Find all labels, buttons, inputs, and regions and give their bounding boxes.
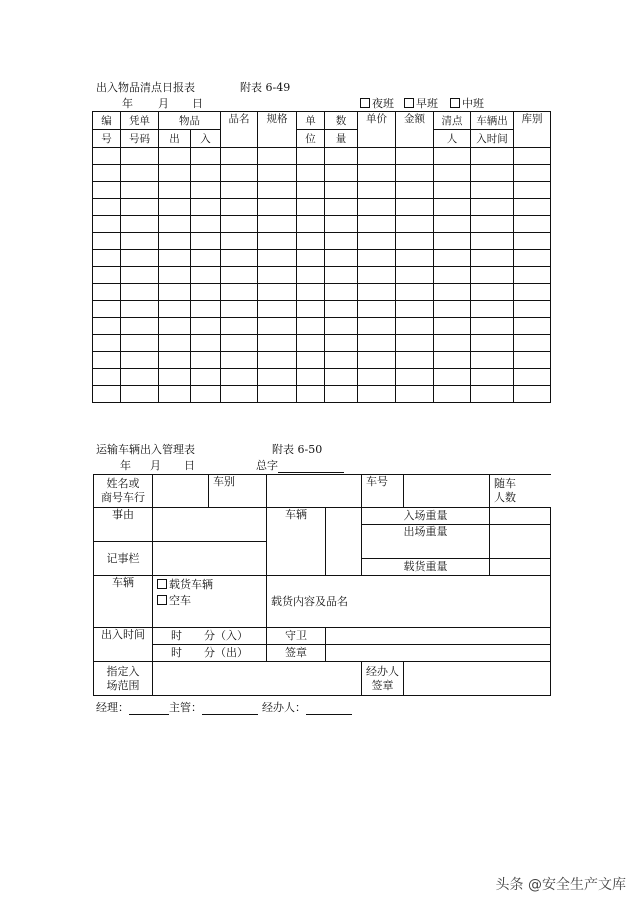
table-cell[interactable] bbox=[221, 250, 258, 267]
table-cell[interactable] bbox=[471, 335, 514, 352]
header-name: 品名 bbox=[221, 112, 258, 148]
form2-title: 运输车辆出入管理表 bbox=[96, 443, 195, 456]
table-cell[interactable] bbox=[325, 386, 358, 403]
table-cell[interactable] bbox=[258, 216, 297, 233]
table-cell[interactable] bbox=[159, 335, 191, 352]
table-cell[interactable] bbox=[434, 352, 471, 369]
table-cell[interactable] bbox=[221, 216, 258, 233]
table-cell[interactable] bbox=[258, 301, 297, 318]
table-cell[interactable] bbox=[514, 199, 551, 216]
table-cell[interactable] bbox=[358, 233, 396, 250]
header-in: 入 bbox=[191, 130, 221, 148]
table-cell[interactable] bbox=[358, 301, 396, 318]
table-cell[interactable] bbox=[325, 335, 358, 352]
table-cell[interactable] bbox=[121, 233, 159, 250]
table-cell[interactable] bbox=[297, 148, 325, 165]
table-cell[interactable] bbox=[471, 165, 514, 182]
table-cell[interactable] bbox=[191, 165, 221, 182]
table-cell[interactable] bbox=[325, 182, 358, 199]
table-cell[interactable] bbox=[325, 148, 358, 165]
table-cell[interactable] bbox=[514, 216, 551, 233]
table-cell[interactable] bbox=[471, 318, 514, 335]
table-cell[interactable] bbox=[434, 182, 471, 199]
table-cell[interactable] bbox=[93, 369, 121, 386]
table-cell[interactable] bbox=[258, 318, 297, 335]
table-cell[interactable] bbox=[471, 182, 514, 199]
form2-date-day: 日 bbox=[184, 459, 195, 472]
table-cell[interactable] bbox=[396, 199, 434, 216]
table-cell[interactable] bbox=[121, 386, 159, 403]
vehicle-value[interactable] bbox=[326, 508, 362, 576]
table-cell[interactable] bbox=[434, 335, 471, 352]
form2-date-month: 月 bbox=[150, 459, 161, 472]
table-cell[interactable] bbox=[93, 352, 121, 369]
label-out-weight: 出场重量 bbox=[362, 525, 490, 559]
table-cell[interactable] bbox=[258, 352, 297, 369]
table-cell[interactable] bbox=[471, 250, 514, 267]
table-cell[interactable] bbox=[434, 233, 471, 250]
cargo-desc[interactable]: 载货内容及品名 bbox=[267, 576, 551, 628]
label-passengers: 随车 人数 bbox=[490, 475, 551, 508]
table-cell[interactable] bbox=[514, 301, 551, 318]
header-unit: 单 bbox=[297, 112, 325, 130]
table-cell[interactable] bbox=[121, 301, 159, 318]
table-cell[interactable] bbox=[358, 352, 396, 369]
table-cell[interactable] bbox=[358, 250, 396, 267]
table-cell[interactable] bbox=[396, 335, 434, 352]
table-cell[interactable] bbox=[297, 335, 325, 352]
table-cell[interactable] bbox=[221, 301, 258, 318]
table-row bbox=[93, 250, 551, 267]
table-row bbox=[93, 233, 551, 250]
supervisor-line[interactable] bbox=[202, 702, 258, 715]
table-cell[interactable] bbox=[159, 199, 191, 216]
table-cell[interactable] bbox=[358, 199, 396, 216]
table-cell[interactable] bbox=[297, 182, 325, 199]
table-cell[interactable] bbox=[396, 216, 434, 233]
table-cell[interactable] bbox=[93, 284, 121, 301]
form1-ref: 附表 6-49 bbox=[240, 81, 291, 94]
shift-middle[interactable]: 中班 bbox=[450, 97, 484, 111]
table-cell[interactable] bbox=[191, 352, 221, 369]
table-cell[interactable] bbox=[258, 369, 297, 386]
name-value[interactable] bbox=[153, 475, 209, 508]
table-cell[interactable] bbox=[396, 318, 434, 335]
checkbox-icon[interactable] bbox=[450, 98, 460, 108]
table-cell[interactable] bbox=[221, 386, 258, 403]
table-cell[interactable] bbox=[434, 199, 471, 216]
checkbox-icon[interactable] bbox=[157, 579, 167, 589]
table-cell[interactable] bbox=[325, 267, 358, 284]
reason-value[interactable] bbox=[153, 508, 267, 542]
table-cell[interactable] bbox=[221, 182, 258, 199]
form2-ref: 附表 6-50 bbox=[272, 443, 323, 456]
table-cell[interactable] bbox=[358, 386, 396, 403]
table-row bbox=[93, 182, 551, 199]
handler-line[interactable] bbox=[306, 702, 352, 715]
table-cell[interactable] bbox=[358, 216, 396, 233]
table-cell[interactable] bbox=[93, 386, 121, 403]
header-amount: 金额 bbox=[396, 112, 434, 148]
table-cell[interactable] bbox=[471, 284, 514, 301]
header-qty: 数 bbox=[325, 112, 358, 130]
table-cell[interactable] bbox=[159, 233, 191, 250]
table-cell[interactable] bbox=[396, 148, 434, 165]
table-cell[interactable] bbox=[358, 148, 396, 165]
table-cell[interactable] bbox=[93, 199, 121, 216]
table-cell[interactable] bbox=[434, 318, 471, 335]
table-cell[interactable] bbox=[358, 335, 396, 352]
manager-line[interactable] bbox=[129, 702, 169, 715]
table-cell[interactable] bbox=[514, 165, 551, 182]
table-cell[interactable] bbox=[121, 352, 159, 369]
table-cell[interactable] bbox=[159, 386, 191, 403]
table-cell[interactable] bbox=[121, 318, 159, 335]
table-cell[interactable] bbox=[434, 301, 471, 318]
table-cell[interactable] bbox=[258, 182, 297, 199]
table-cell[interactable] bbox=[159, 216, 191, 233]
form1-date-day: 日 bbox=[192, 97, 203, 110]
table-row bbox=[93, 284, 551, 301]
table-row bbox=[93, 318, 551, 335]
table-cell[interactable] bbox=[358, 267, 396, 284]
table-cell[interactable] bbox=[325, 369, 358, 386]
table-row bbox=[93, 386, 551, 403]
table-cell[interactable] bbox=[514, 369, 551, 386]
table-cell[interactable] bbox=[434, 369, 471, 386]
header-vehicle-time-2: 入时间 bbox=[471, 130, 514, 148]
vehicle-options bbox=[153, 576, 267, 628]
table-cell[interactable] bbox=[121, 369, 159, 386]
table-cell[interactable] bbox=[434, 165, 471, 182]
table-cell[interactable] bbox=[258, 233, 297, 250]
table-cell[interactable] bbox=[258, 386, 297, 403]
table-cell[interactable] bbox=[258, 335, 297, 352]
table-cell[interactable] bbox=[471, 369, 514, 386]
handler-value[interactable] bbox=[404, 662, 551, 696]
table-cell[interactable] bbox=[221, 199, 258, 216]
table-cell[interactable] bbox=[396, 369, 434, 386]
table-cell[interactable] bbox=[297, 301, 325, 318]
label-vehicle-2: 车辆 bbox=[94, 576, 153, 628]
table-cell[interactable] bbox=[258, 199, 297, 216]
table-cell[interactable] bbox=[121, 148, 159, 165]
table-cell[interactable] bbox=[514, 352, 551, 369]
table-cell[interactable] bbox=[358, 369, 396, 386]
header-voucher: 凭单 bbox=[121, 112, 159, 130]
header-goods: 物品 bbox=[159, 112, 221, 130]
table-cell[interactable] bbox=[93, 165, 121, 182]
table-cell[interactable] bbox=[121, 267, 159, 284]
table-cell[interactable] bbox=[221, 233, 258, 250]
table-cell[interactable] bbox=[191, 182, 221, 199]
header-price: 单价 bbox=[358, 112, 396, 148]
table-cell[interactable] bbox=[325, 165, 358, 182]
table-cell[interactable] bbox=[258, 267, 297, 284]
form2-total: 总字 bbox=[256, 459, 344, 473]
form1-title: 出入物品清点日报表 bbox=[96, 81, 195, 94]
table-cell[interactable] bbox=[93, 216, 121, 233]
table-row bbox=[93, 267, 551, 284]
checkbox-icon[interactable] bbox=[404, 98, 414, 108]
table-cell[interactable] bbox=[396, 352, 434, 369]
header-out: 出 bbox=[159, 130, 191, 148]
table-cell[interactable] bbox=[325, 216, 358, 233]
table-row bbox=[93, 301, 551, 318]
table-cell[interactable] bbox=[297, 199, 325, 216]
table-cell[interactable] bbox=[325, 199, 358, 216]
table-cell[interactable] bbox=[514, 386, 551, 403]
checkbox-icon[interactable] bbox=[360, 98, 370, 108]
table-cell[interactable] bbox=[93, 267, 121, 284]
checkbox-icon[interactable] bbox=[157, 595, 167, 605]
table-cell[interactable] bbox=[471, 199, 514, 216]
table-cell[interactable] bbox=[358, 182, 396, 199]
table-cell[interactable] bbox=[297, 352, 325, 369]
table-cell[interactable] bbox=[297, 284, 325, 301]
table-cell[interactable] bbox=[191, 386, 221, 403]
table-cell[interactable] bbox=[434, 386, 471, 403]
table-cell[interactable] bbox=[396, 386, 434, 403]
shift-night[interactable]: 夜班 bbox=[360, 97, 394, 111]
table-cell[interactable] bbox=[514, 267, 551, 284]
label-name: 姓名或 商号车行 bbox=[94, 475, 153, 508]
table-cell[interactable] bbox=[434, 148, 471, 165]
header-counter: 清点 bbox=[434, 112, 471, 130]
table-cell[interactable] bbox=[258, 284, 297, 301]
table-cell[interactable] bbox=[159, 352, 191, 369]
table-cell[interactable] bbox=[325, 318, 358, 335]
header-no-2: 号 bbox=[93, 130, 121, 148]
table-cell[interactable] bbox=[358, 318, 396, 335]
table-cell[interactable] bbox=[434, 267, 471, 284]
table-cell[interactable] bbox=[121, 250, 159, 267]
table-cell[interactable] bbox=[121, 216, 159, 233]
table-cell[interactable] bbox=[191, 318, 221, 335]
table-cell[interactable] bbox=[221, 165, 258, 182]
area-value[interactable] bbox=[153, 662, 362, 696]
table-cell[interactable] bbox=[297, 318, 325, 335]
table-cell[interactable] bbox=[297, 165, 325, 182]
table-cell[interactable] bbox=[221, 369, 258, 386]
table-cell[interactable] bbox=[325, 352, 358, 369]
table-cell[interactable] bbox=[191, 148, 221, 165]
table-cell[interactable] bbox=[191, 216, 221, 233]
table-cell[interactable] bbox=[325, 301, 358, 318]
table-cell[interactable] bbox=[471, 148, 514, 165]
table-cell[interactable] bbox=[471, 386, 514, 403]
label-vehicle: 车辆 bbox=[267, 508, 326, 576]
form1-date-month: 月 bbox=[158, 97, 169, 110]
table-cell[interactable] bbox=[93, 335, 121, 352]
table-cell[interactable] bbox=[191, 335, 221, 352]
table-cell[interactable] bbox=[514, 335, 551, 352]
table-row bbox=[93, 199, 551, 216]
table-cell[interactable] bbox=[121, 182, 159, 199]
table-cell[interactable] bbox=[396, 233, 434, 250]
header-warehouse: 库别 bbox=[514, 112, 551, 148]
table-cell[interactable] bbox=[93, 250, 121, 267]
label-guard: 守卫 bbox=[267, 628, 326, 645]
table-cell[interactable] bbox=[514, 284, 551, 301]
table-cell[interactable] bbox=[159, 250, 191, 267]
table-cell[interactable] bbox=[191, 250, 221, 267]
table-cell[interactable] bbox=[396, 165, 434, 182]
total-underline[interactable] bbox=[278, 460, 344, 473]
table-cell[interactable] bbox=[221, 148, 258, 165]
table-cell[interactable] bbox=[297, 267, 325, 284]
table-cell[interactable] bbox=[93, 148, 121, 165]
table-cell[interactable] bbox=[159, 165, 191, 182]
header-unit-2: 位 bbox=[297, 130, 325, 148]
table-cell[interactable] bbox=[221, 335, 258, 352]
table-cell[interactable] bbox=[121, 199, 159, 216]
header-qty-2: 量 bbox=[325, 130, 358, 148]
in-weight-value[interactable] bbox=[490, 508, 551, 525]
table-cell[interactable] bbox=[93, 233, 121, 250]
label-memo: 记事栏 bbox=[94, 542, 153, 576]
label-guard-sign: 签章 bbox=[267, 645, 326, 662]
table-cell[interactable] bbox=[191, 369, 221, 386]
label-in-weight: 入场重量 bbox=[362, 508, 490, 525]
time-out[interactable]: 时 分（出） bbox=[153, 645, 267, 662]
header-voucher-2: 号码 bbox=[121, 130, 159, 148]
table-cell[interactable] bbox=[258, 165, 297, 182]
table-cell[interactable] bbox=[396, 301, 434, 318]
table-cell[interactable] bbox=[471, 216, 514, 233]
label-area: 指定入 场范围 bbox=[94, 662, 153, 696]
option-empty[interactable]: 空车 bbox=[157, 593, 266, 609]
table-cell[interactable] bbox=[159, 284, 191, 301]
label-reason: 事由 bbox=[94, 508, 153, 542]
table-cell[interactable] bbox=[514, 250, 551, 267]
table-row bbox=[93, 352, 551, 369]
out-weight-value[interactable] bbox=[490, 525, 551, 559]
table-cell[interactable] bbox=[358, 284, 396, 301]
form1-date-year: 年 bbox=[122, 97, 133, 110]
table-row bbox=[93, 148, 551, 165]
table-row bbox=[93, 216, 551, 233]
header-spec: 规格 bbox=[258, 112, 297, 148]
form2-footer: 经理： 主管： 经办人： bbox=[96, 701, 352, 715]
table-cell[interactable] bbox=[396, 267, 434, 284]
table-cell[interactable] bbox=[121, 335, 159, 352]
header-vehicle-time: 车辆出 bbox=[471, 112, 514, 130]
table-cell[interactable] bbox=[471, 233, 514, 250]
vehicle-inout-table bbox=[93, 474, 551, 696]
table-cell[interactable] bbox=[221, 284, 258, 301]
table-cell[interactable] bbox=[159, 182, 191, 199]
table-cell[interactable] bbox=[471, 352, 514, 369]
table-cell[interactable] bbox=[121, 284, 159, 301]
table-cell[interactable] bbox=[159, 267, 191, 284]
table-cell[interactable] bbox=[93, 182, 121, 199]
table-cell[interactable] bbox=[325, 284, 358, 301]
table-cell[interactable] bbox=[396, 182, 434, 199]
option-loaded[interactable]: 载货车辆 bbox=[157, 577, 266, 593]
form2-date-year: 年 bbox=[120, 459, 131, 472]
table-cell[interactable] bbox=[159, 369, 191, 386]
table-cell[interactable] bbox=[514, 148, 551, 165]
table-cell[interactable] bbox=[297, 386, 325, 403]
guard-value-2[interactable] bbox=[326, 645, 551, 662]
table-cell[interactable] bbox=[221, 352, 258, 369]
table-cell[interactable] bbox=[396, 250, 434, 267]
table-cell[interactable] bbox=[221, 267, 258, 284]
table-cell[interactable] bbox=[159, 301, 191, 318]
table-cell[interactable] bbox=[434, 250, 471, 267]
label-inout-time: 出入时间 bbox=[94, 628, 153, 662]
memo-value[interactable] bbox=[153, 542, 267, 576]
table-row bbox=[93, 165, 551, 182]
header-no: 编 bbox=[93, 112, 121, 130]
label-cargo-weight: 载货重量 bbox=[362, 559, 490, 576]
table-row bbox=[93, 335, 551, 352]
table-cell[interactable] bbox=[514, 318, 551, 335]
table-cell[interactable] bbox=[159, 318, 191, 335]
table-cell[interactable] bbox=[358, 165, 396, 182]
table-cell[interactable] bbox=[258, 250, 297, 267]
label-handler: 经办人 签章 bbox=[362, 662, 404, 696]
table-cell[interactable] bbox=[396, 284, 434, 301]
table-cell[interactable] bbox=[325, 233, 358, 250]
label-vehicle-type: 车别 bbox=[209, 475, 267, 508]
table-cell[interactable] bbox=[434, 216, 471, 233]
plate-value[interactable] bbox=[404, 475, 490, 508]
goods-count-table bbox=[92, 111, 551, 403]
table-cell[interactable] bbox=[297, 250, 325, 267]
table-cell[interactable] bbox=[221, 318, 258, 335]
table-row bbox=[93, 369, 551, 386]
shift-morning[interactable]: 早班 bbox=[404, 97, 438, 111]
table-cell[interactable] bbox=[191, 284, 221, 301]
header-counter-2: 人 bbox=[434, 130, 471, 148]
label-plate: 车号 bbox=[362, 475, 404, 508]
table-cell[interactable] bbox=[471, 301, 514, 318]
table-cell[interactable] bbox=[297, 369, 325, 386]
table-cell[interactable] bbox=[297, 233, 325, 250]
table-cell[interactable] bbox=[121, 165, 159, 182]
table-cell[interactable] bbox=[159, 148, 191, 165]
table-cell[interactable] bbox=[191, 233, 221, 250]
table-cell[interactable] bbox=[471, 267, 514, 284]
table-cell[interactable] bbox=[514, 182, 551, 199]
table-cell[interactable] bbox=[325, 250, 358, 267]
table-cell[interactable] bbox=[191, 199, 221, 216]
table-cell[interactable] bbox=[93, 318, 121, 335]
table-cell[interactable] bbox=[93, 301, 121, 318]
table-cell[interactable] bbox=[434, 284, 471, 301]
vehicle-type-value[interactable] bbox=[267, 475, 362, 508]
table-cell[interactable] bbox=[297, 216, 325, 233]
watermark: 头条 @安全生产文库 bbox=[495, 877, 626, 893]
table-cell[interactable] bbox=[514, 233, 551, 250]
time-in[interactable]: 时 分（入） bbox=[153, 628, 267, 645]
table-cell[interactable] bbox=[191, 267, 221, 284]
guard-value-1[interactable] bbox=[326, 628, 551, 645]
table-cell[interactable] bbox=[191, 301, 221, 318]
cargo-weight-value[interactable] bbox=[490, 559, 551, 576]
table-cell[interactable] bbox=[258, 148, 297, 165]
